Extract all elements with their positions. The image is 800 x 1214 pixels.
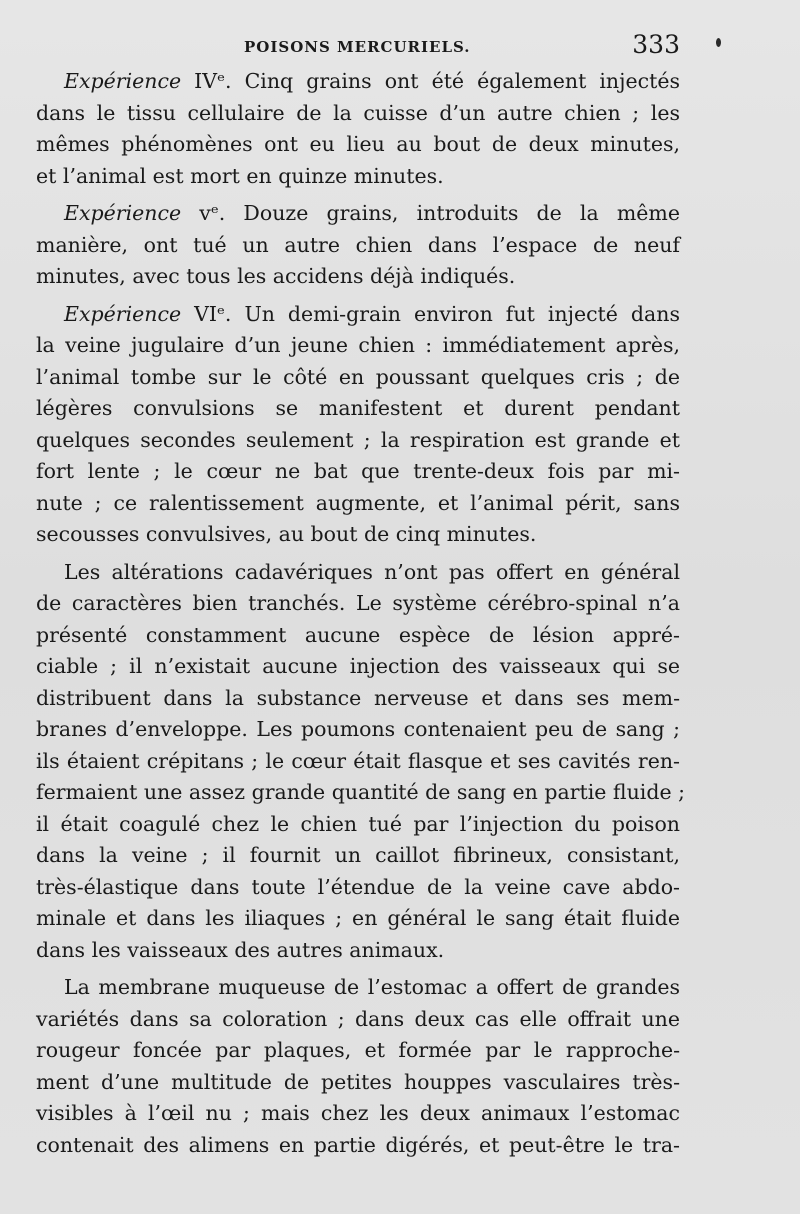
text-line: de caractères bien tranchés. Le système cérébro-spinal n’a xyxy=(36,591,680,615)
experience-label: Expérience xyxy=(64,201,182,225)
text-line: rougeur foncée par plaques, et formée par le rapproche- xyxy=(36,1038,680,1062)
text-line: manière, ont tué un autre chien dans l’espace de neuf xyxy=(36,232,680,257)
text-line: Les altérations cadavériques n’ont pas offert en général xyxy=(64,559,680,584)
ink-spot xyxy=(716,38,721,47)
text-line: Expérience IVᵉ. Cinq grains ont été également injectés xyxy=(64,69,680,93)
text-line: visibles à l’œil nu ; mais chez les deux animaux l’estomac xyxy=(36,1101,680,1125)
text-line: minutes, avec tous les accidens déjà indiqués. xyxy=(36,264,516,288)
text-line: variétés dans sa coloration ; dans deux cas elle offrait une xyxy=(36,1006,680,1031)
paragraph-experience-6 xyxy=(36,299,680,551)
text-line: distribuent dans la substance nerveuse et dans ses mem- xyxy=(36,685,680,710)
text-line: La membrane muqueuse de l’estomac a offert de grandes xyxy=(64,975,680,999)
page-header xyxy=(36,30,680,66)
text-line: contenait des alimens en partie digérés, et peut-être le tra- xyxy=(36,1132,680,1157)
text-line: fermaient une assez grande quantité de sang en partie fluide ; xyxy=(36,780,686,804)
text-line: minale et dans les iliaques ; en général le sang était fluide xyxy=(36,906,680,930)
text-line: quelques secondes seulement ; la respiration est grande et xyxy=(36,427,680,452)
text-line: dans le tissu cellulaire de la cuisse d’un autre chien ; les xyxy=(36,100,680,125)
text-line: ils étaient crépitans ; le cœur était flasque et ses cavités ren- xyxy=(36,748,680,773)
paragraph-cadaveric-alterations xyxy=(36,557,686,967)
paragraph-experience-4 xyxy=(36,66,680,192)
text-line: Expérience VIᵉ. Un demi-grain environ fut injecté dans xyxy=(64,301,680,326)
text-line: ment d’une multitude de petites houppes vasculaires très- xyxy=(36,1069,680,1094)
text-line: et l’animal est mort en quinze minutes. xyxy=(36,163,444,188)
text-line: mêmes phénomènes ont eu lieu au bout de deux minutes, xyxy=(36,132,680,156)
text-line: ciable ; il n’existait aucune injection des vaisseaux qui se xyxy=(36,654,680,678)
text-line: présenté constamment aucune espèce de lésion appré- xyxy=(36,622,680,647)
text-line: la veine jugulaire d’un jeune chien : immédiatement après, xyxy=(36,333,680,357)
text-line: très-élastique dans toute l’étendue de la veine cave abdo- xyxy=(36,874,680,899)
paragraph-experience-5 xyxy=(36,198,680,293)
text-line: secousses convulsives, au bout de cinq minutes. xyxy=(36,522,537,546)
running-title: POISONS MERCURIELS. xyxy=(244,38,471,56)
text-line: légères convulsions se manifestent et durent pendant xyxy=(36,396,680,420)
text-line: l’animal tombe sur le côté en poussant quelques cris ; de xyxy=(36,364,680,389)
text-line: nute ; ce ralentissement augmente, et l’animal périt, sans xyxy=(36,490,680,515)
body-text xyxy=(36,66,686,1167)
text-line: fort lente ; le cœur ne bat que trente-deux fois par mi- xyxy=(36,459,680,483)
text-line: dans les vaisseaux des autres animaux. xyxy=(36,937,445,962)
text-line: il était coagulé chez le chien tué par l’injection du poison xyxy=(36,811,680,836)
text-line: branes d’enveloppe. Les poumons contenaient peu de sang ; xyxy=(36,717,680,741)
text-line: dans la veine ; il fournit un caillot fibrineux, consistant, xyxy=(36,843,680,867)
paragraph-stomach-membrane xyxy=(36,972,680,1161)
text-line: Expérience vᵉ. Douze grains, introduits de la même xyxy=(64,201,680,225)
page-number: 333 xyxy=(632,30,680,59)
experience-label: Expérience xyxy=(64,301,182,326)
experience-label: Expérience xyxy=(64,69,182,93)
